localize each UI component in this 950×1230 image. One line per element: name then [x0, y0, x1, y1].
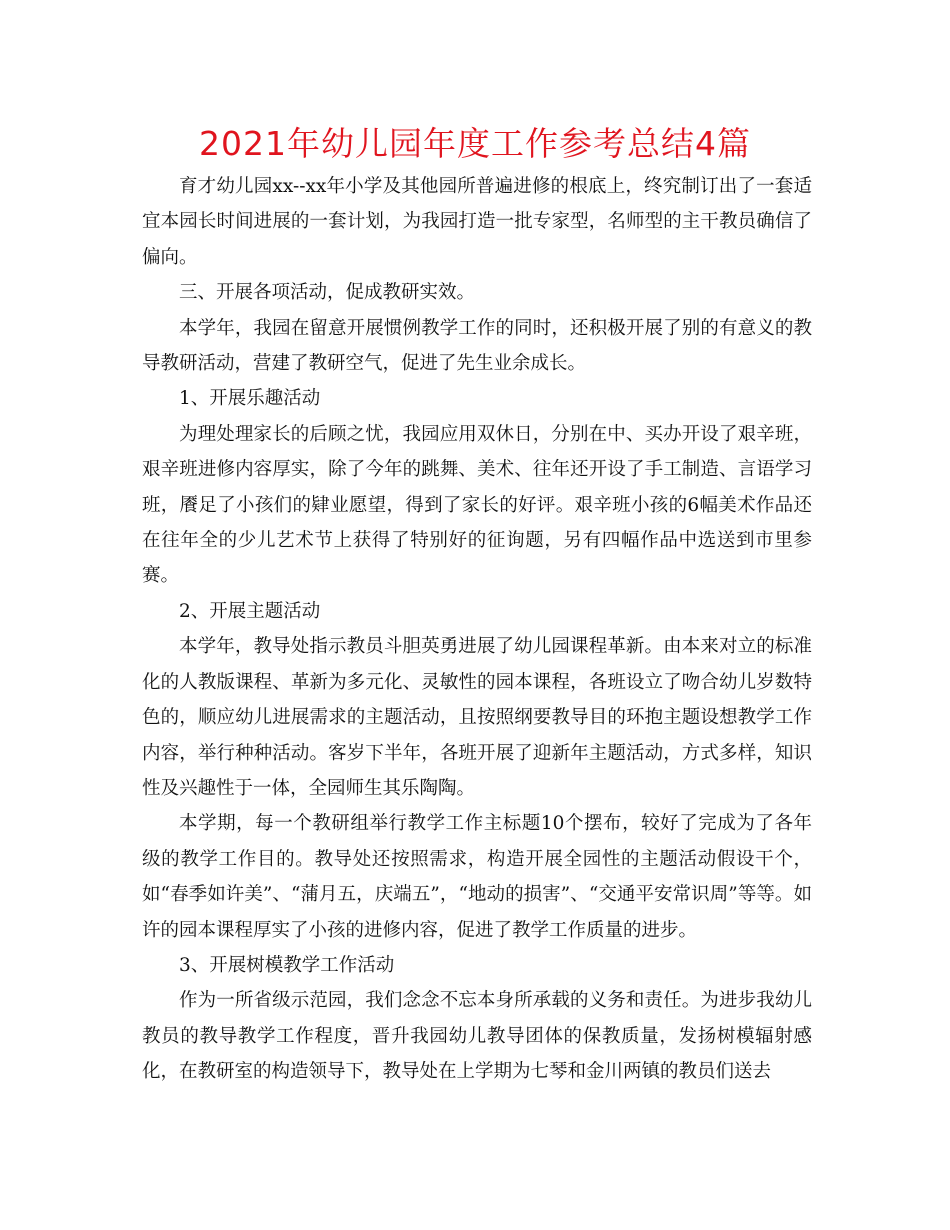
document-title: 2021年幼儿园年度工作参考总结4篇 — [199, 124, 751, 163]
subsection-heading: 2、开展主题活动 — [179, 600, 321, 622]
paragraph: 本学年，我园在留意开展惯例教学工作的同时，还积极开展了别的有意义的教导教研活动，营建了教研空气，促进了先生业余成长。 — [142, 317, 812, 375]
paragraph: 育才幼儿园xx--xx年小学及其他园所普遍进修的根底上，终究制订出了一套适宜本园长时间进展的一套计划，为我园打造一批专家型，名师型的主干教员确信了偏向。 — [142, 176, 812, 268]
section-heading: 三、开展各项活动，促成教研实效。 — [179, 282, 476, 304]
paragraph: 本学期，每一个教研组举行教学工作主标题10个摆布，较好了完成为了各年级的教学工作目的。教导处还按照需求，构造开展全园性的主题活动假设干个，如“春季如许美”、“蒲月五，庆端五”，“地动的损害”、“交通平安常识周”等等。如许的园本课程厚实了小孩的进修内容，促进了教学工作质量的进步。 — [142, 813, 812, 941]
paragraph: 作为一所省级示范园，我们念念不忘本身所承载的义务和责任。为进步我幼儿教员的教导教学工作程度，晋升我园幼儿教导团体的保教质量，发扬树模辐射感化，在教研室的构造领导下，教导处在上学期为七琴和金川两镇的教员们送去 — [142, 990, 812, 1083]
paragraph: 本学年，教导处指示教员斗胆英勇进展了幼儿园课程革新。由本来对立的标准化的人教版课程、革新为多元化、灵敏性的园本课程，各班设立了吻合幼儿岁数特色的，顺应幼儿进展需求的主题活动，且按照纲要教导目的环抱主题设想教学工作内容，举行种种活动。客岁下半年，各班开展了迎新年主题活动，方式多样，知识性及兴趣性于一体，全园师生其乐陶陶。 — [142, 636, 812, 799]
paragraph: 为理处理家长的后顾之忧，我园应用双休日，分别在中、买办开设了艰辛班，艰辛班进修内容厚实，除了今年的跳舞、美术、往年还开设了手工制造、言语学习班，餍足了小孩们的肄业愿望，得到了家长的好评。艰辛班小孩的6幅美术作品还在往年全的少儿艺术节上获得了特别好的征询题，另有四幅作品中选送到市里参赛。 — [142, 423, 812, 587]
document-body — [142, 169, 812, 1090]
subsection-heading: 1、开展乐趣活动 — [179, 388, 321, 410]
subsection-heading: 3、开展树模教学工作活动 — [179, 954, 395, 976]
